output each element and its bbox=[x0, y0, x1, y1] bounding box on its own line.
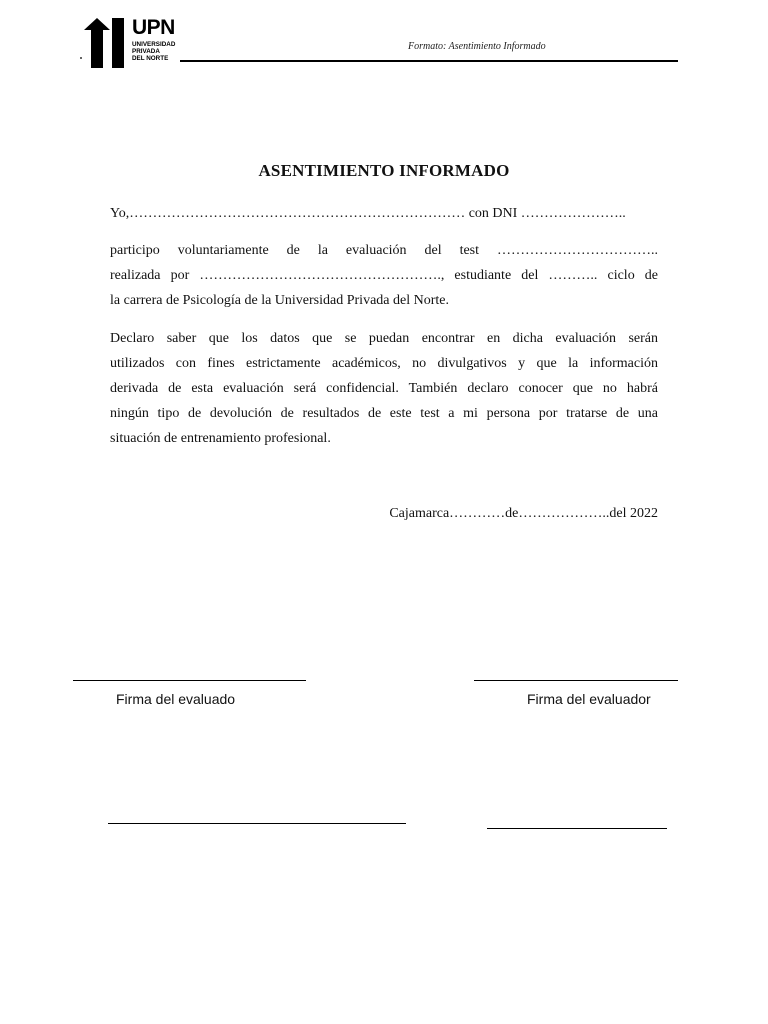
upn-arrow-logo-icon bbox=[84, 17, 128, 69]
signature-line-blank-left bbox=[108, 823, 406, 824]
signature-line-blank-right bbox=[487, 828, 667, 829]
logo-subtitle-line: DEL NORTE bbox=[132, 55, 169, 63]
declaration-line: situación de entrenamiento profesional. bbox=[110, 431, 331, 446]
document-title: ASENTIMIENTO INFORMADO bbox=[258, 161, 510, 180]
body-line-student: realizada por ……………………………………………., estudiante del ……….. ciclo de bbox=[110, 268, 658, 283]
declaration-line: ningún tipo de devolución de resultados de este test a mi persona por tratarse de una bbox=[110, 406, 658, 421]
declaration-line: Declaro saber que los datos que se puedan encontrar en dicha evaluación serán bbox=[110, 331, 658, 346]
logo-brand: UPN bbox=[132, 16, 175, 39]
body-line-name: Yo,……………………………………………………………… con DNI ………………….. bbox=[110, 206, 626, 221]
logo-subtitle bbox=[132, 41, 175, 63]
declaration-line: utilizados con fines estrictamente académicos, no divulgativos y que la información bbox=[110, 356, 658, 371]
stray-dot bbox=[80, 57, 82, 59]
signature-label-evaluado: Firma del evaluado bbox=[116, 691, 236, 707]
logo-subtitle-line: PRIVADA bbox=[132, 48, 160, 56]
logo-subtitle-line: UNIVERSIDAD bbox=[132, 41, 176, 48]
signature-line-evaluador bbox=[474, 680, 678, 681]
header-caption: Formato: Asentimiento Informado bbox=[408, 41, 546, 52]
date-line: Cajamarca…………de………………..del 2022 bbox=[389, 506, 658, 521]
body-line-test: participo voluntariamente de la evaluación del test …………………………….. bbox=[110, 243, 658, 258]
signature-line-evaluado bbox=[73, 680, 306, 681]
declaration-line: derivada de esta evaluación será confidencial. También declaro conocer que no habrá bbox=[110, 381, 658, 396]
signature-label-evaluador: Firma del evaluador bbox=[527, 691, 651, 707]
logo-wordmark bbox=[132, 17, 175, 63]
upn-logo bbox=[84, 17, 184, 69]
header-rule bbox=[180, 60, 678, 62]
body-line-career: la carrera de Psicología de la Universidad Privada del Norte. bbox=[110, 293, 449, 308]
